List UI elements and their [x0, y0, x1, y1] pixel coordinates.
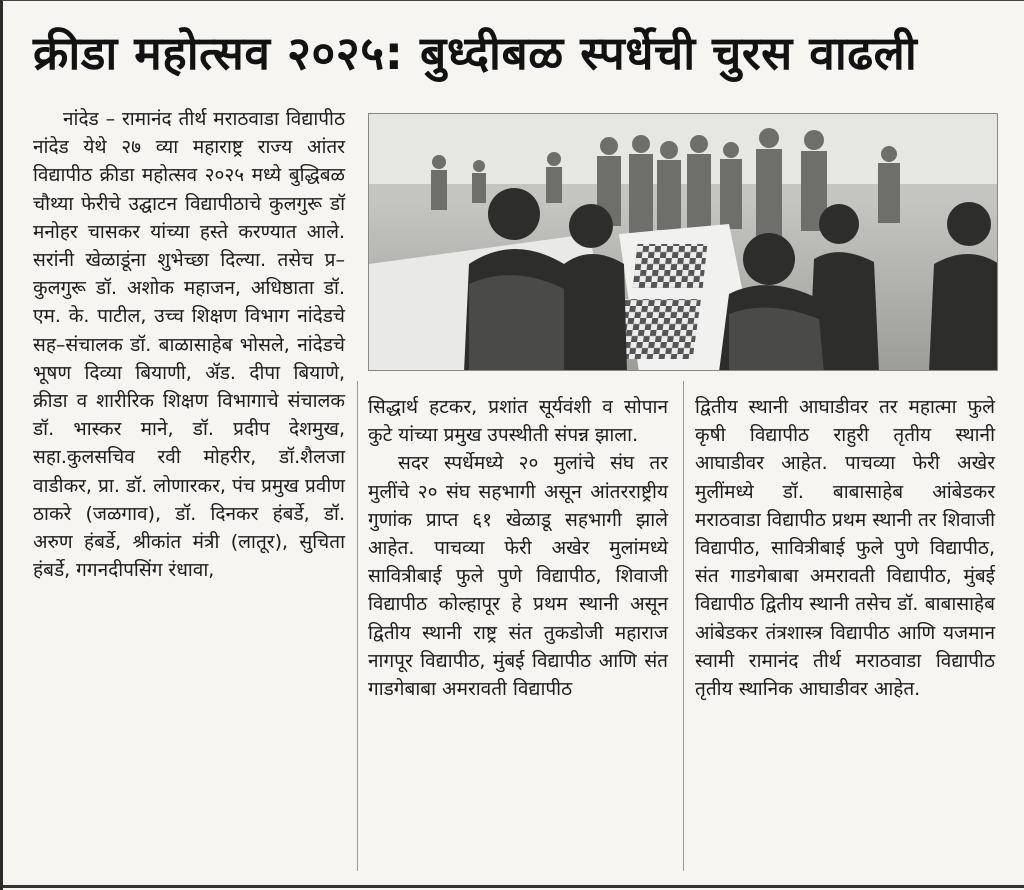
column-divider	[357, 381, 358, 871]
column-2-paragraph-1: सिद्धार्थ हटकर, प्रशांत सूर्यवंशी व सोपान कुटे यांच्या प्रमुख उपस्थीती संपन्न झाला.	[368, 396, 668, 447]
column-1-text: नांदेड – रामानंद तीर्थ मराठवाडा विद्यापीठ नांदेड येथे २७ व्या महाराष्ट्र राज्य आंतर विद्यापीठ क्रीडा महोत्सव २०२५ मध्ये बुद्धिबळ चौथ्या फेरीचे उद्घाटन विद्यापीठाचे कुलगुरू डॉ मनोहर चासकर यांच्या हस्ते करण्यात आले. सरांनी खेळाडूंना शुभेच्छा दिल्या. तसेच प्र–कुलगुरू डॉ. अशोक महाजन, अधिष्ठाता डॉ. एम. के. पाटील, उच्च शिक्षण विभाग नांदेडचे सह–संचालक डॉ. बाळासाहेब भोसले, नांदेडचे भूषण दिव्या बियाणी, ॲड. दीपा बियाणे, क्रीडा व शारीरिक शिक्षण विभागाचे संचालक डॉ. भास्कर माने, डॉ. प्रदीप देशमुख, सहा.कुलसचिव रवी मोहरीर, डॉ.शैलजा वाडीकर, प्रा. डॉ. लोणारकर, पंच प्रमुख प्रवीण ठाकरे (जळगाव), डॉ. दिनकर हंबर्डे, डॉ. अरुण हंबर्डे, श्रीकांत मंत्री (लातूर), सुचिता हंबर्डे, गगनदीपसिंग रंधावा,	[33, 108, 345, 582]
chess-tournament-photo	[368, 113, 998, 371]
article-column-3	[695, 393, 995, 873]
column-divider	[683, 381, 684, 871]
column-3-text: द्वितीय स्थानी आघाडीवर तर महात्मा फुले कृषी विद्यापीठ राहुरी तृतीय स्थानी आघाडीवर आहेत. पाचव्या फेरी अखेर मुलींमध्ये डॉ. बाबासाहेब आंबेडकर मराठवाडा विद्यापीठ प्रथम स्थानी तर शिवाजी विद्यापीठ, सावित्रीबाई फुले पुणे विद्यापीठ, संत गाडगेबाबा अमरावती विद्यापीठ, मुंबई विद्यापीठ द्वितीय स्थानी तसेच डॉ. बाबासाहेब आंबेडकर तंत्रशास्त्र विद्यापीठ आणि यजमान स्वामी रामानंद तीर्थ मराठवाडा विद्यापीठ तृतीय स्थानिक आघाडीवर आहेत.	[695, 396, 995, 701]
article-column-1	[33, 105, 345, 875]
column-2-paragraph-2: सदर स्पर्धेमध्ये २० मुलांचे संघ तर मुलींचे २० संघ सहभागी असून आंतरराष्ट्रीय गुणांक प्राप्त ६१ खेळाडू सहभागी झाले आहेत. पाचव्या फेरी अखेर मुलांमध्ये सावित्रीबाई फुले पुणे विद्यापीठ, शिवाजी विद्यापीठ कोल्हापूर हे प्रथम स्थानी असून द्वितीय स्थानी राष्ट्र संत तुकडोजी महाराज नागपूर विद्यापीठ, मुंबई विद्यापीठ आणि संत गाडगेबाबा अमरावती विद्यापीठ	[368, 452, 668, 701]
bottom-border	[3, 885, 1024, 888]
headline: क्रीडा महोत्सव २०२५: बुध्दीबळ स्पर्धेची चुरस वाढली	[33, 26, 918, 80]
article-column-2	[368, 393, 668, 873]
